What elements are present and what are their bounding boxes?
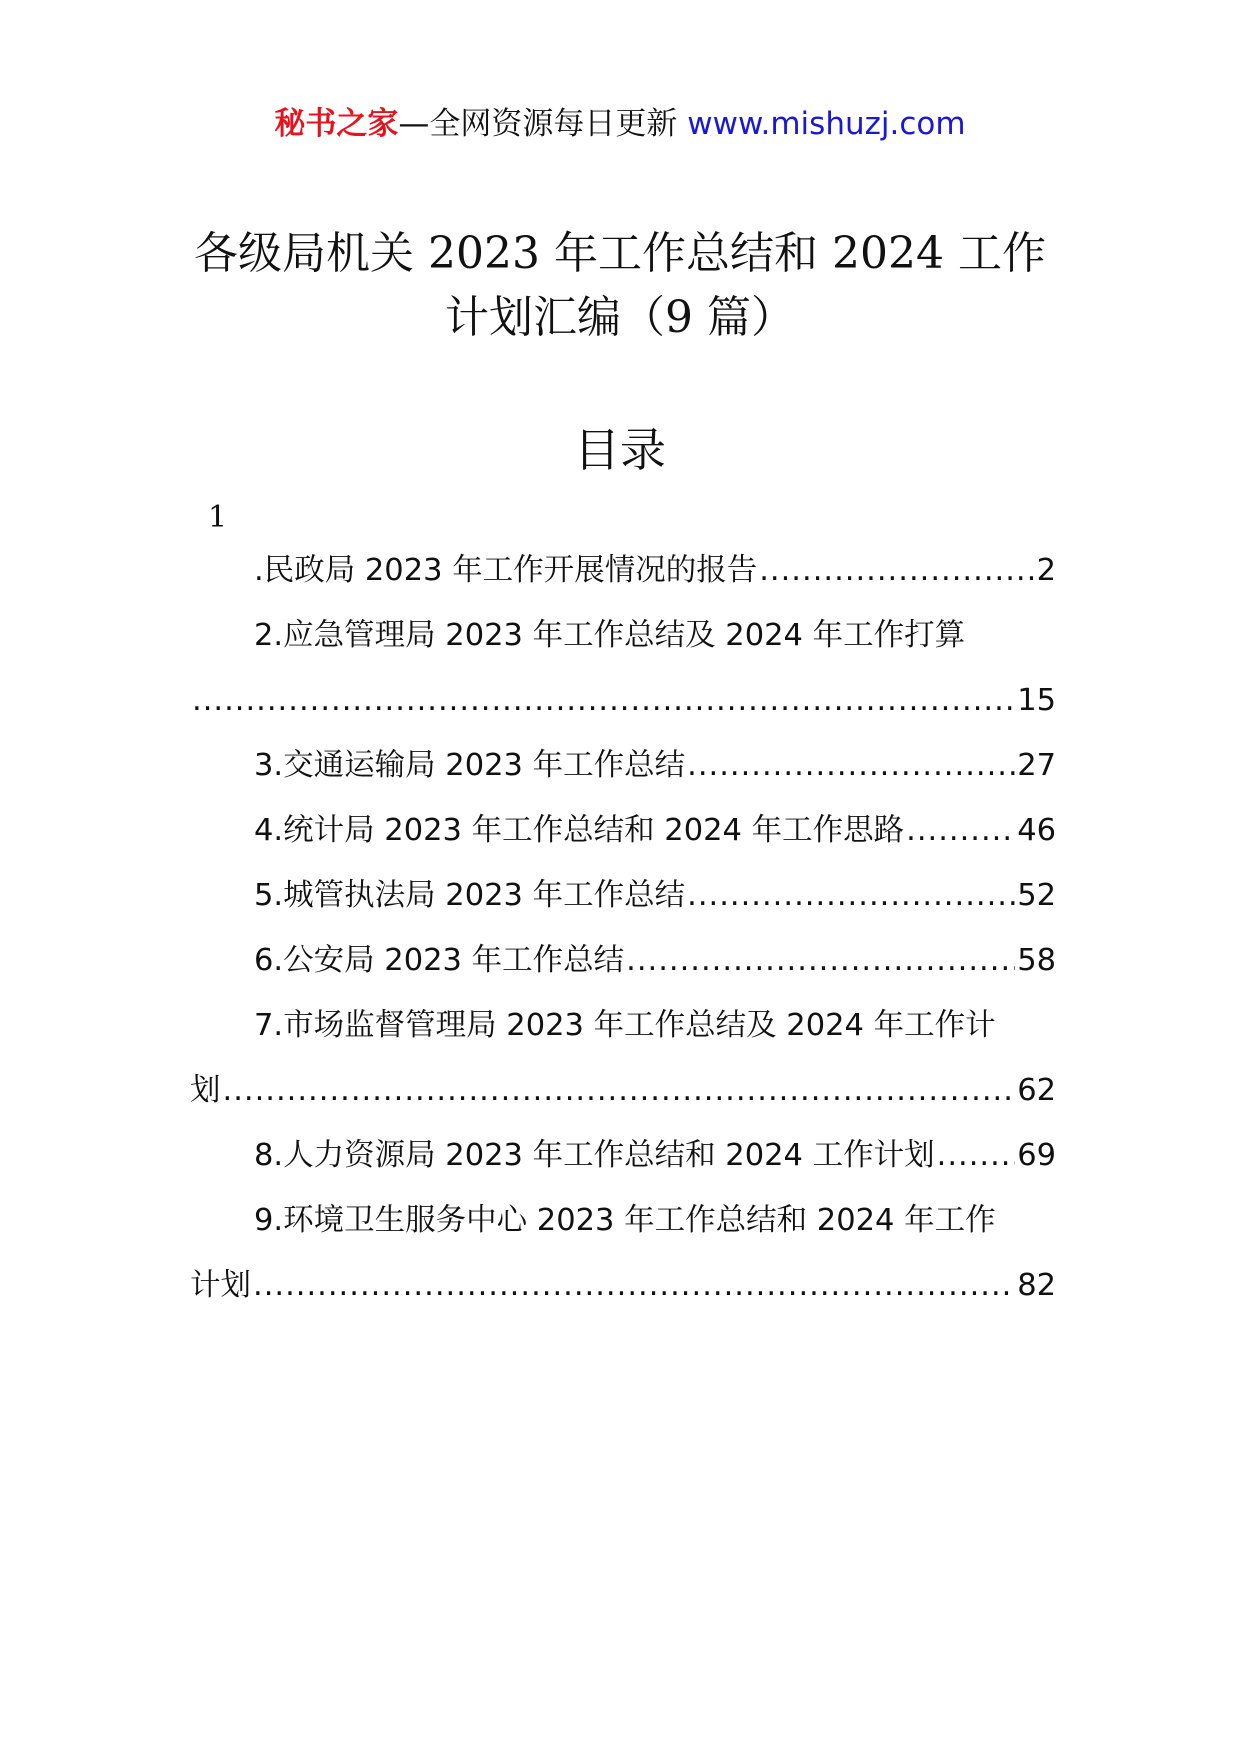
toc-entry-text: 9.环境卫生服务中心 2023 年工作总结和 2024 年工作 (254, 1203, 996, 1238)
toc-page-number: 2 (1036, 553, 1056, 588)
toc-entry-7[interactable] (190, 1006, 1056, 1111)
toc-page-number: 82 (1017, 1268, 1056, 1303)
toc-heading: 目录 (574, 423, 666, 477)
toc-entry-text: 4.统计局 2023 年工作总结和 2024 年工作思路 (254, 813, 905, 848)
site-url-link[interactable]: www.mishuzj.com (687, 106, 966, 142)
toc-entry-text: 5.城管执法局 2023 年工作总结 (254, 878, 686, 913)
toc-entry-2[interactable] (190, 616, 1056, 721)
toc-entry-text: 2.应急管理局 2023 年工作总结及 2024 年工作打算 (254, 618, 966, 653)
toc-leader-dots (192, 681, 1015, 721)
toc-entry-continuation: 计划 (190, 1268, 251, 1303)
toc-leader-dots (906, 811, 1015, 851)
toc-stray-number: 1 (208, 500, 228, 535)
toc-page-number: 15 (1017, 683, 1056, 718)
toc-entry-text: 6.公安局 2023 年工作总结 (254, 943, 625, 978)
toc-entry-1[interactable] (190, 551, 1056, 591)
toc-page-number: 27 (1017, 748, 1056, 783)
site-header (0, 100, 1240, 148)
header-slogan: —全网资源每日更新 (398, 106, 678, 142)
toc-page-number: 52 (1017, 878, 1056, 913)
brand-name: 秘书之家 (274, 106, 399, 142)
toc-leader-dots (626, 941, 1015, 981)
toc-page-number: 58 (1017, 943, 1056, 978)
toc-leader-dots (253, 1266, 1015, 1306)
toc-page-number: 69 (1017, 1138, 1056, 1173)
toc-entry-4[interactable] (190, 811, 1056, 851)
toc-leader-dots (687, 876, 1015, 916)
title-line-1: 各级局机关 2023 年工作总结和 2024 工作 (194, 228, 1046, 279)
toc-entry-3[interactable] (190, 746, 1056, 786)
toc-leader-dots (223, 1071, 1016, 1111)
toc-leader-dots (759, 551, 1034, 591)
toc-entry-6[interactable] (190, 941, 1056, 981)
toc-entry-text: 8.人力资源局 2023 年工作总结和 2024 工作计划 (254, 1138, 935, 1173)
toc-page-number: 46 (1017, 813, 1056, 848)
toc-entry-continuation: 划 (190, 1073, 221, 1108)
toc-entry-text: .民政局 2023 年工作开展情况的报告 (254, 553, 758, 588)
title-line-2: 计划汇编（9 篇） (445, 292, 795, 343)
document-title (150, 222, 1090, 350)
toc-leader-dots (687, 746, 1015, 786)
toc-entry-text: 7.市场监督管理局 2023 年工作总结及 2024 年工作计 (254, 1008, 996, 1043)
toc-entry-9[interactable] (190, 1201, 1056, 1306)
toc-entry-8[interactable] (190, 1136, 1056, 1176)
toc-entry-5[interactable] (190, 876, 1056, 916)
toc-entry-text: 3.交通运输局 2023 年工作总结 (254, 748, 686, 783)
toc-page-number: 62 (1017, 1073, 1056, 1108)
toc-leader-dots (937, 1136, 1016, 1176)
